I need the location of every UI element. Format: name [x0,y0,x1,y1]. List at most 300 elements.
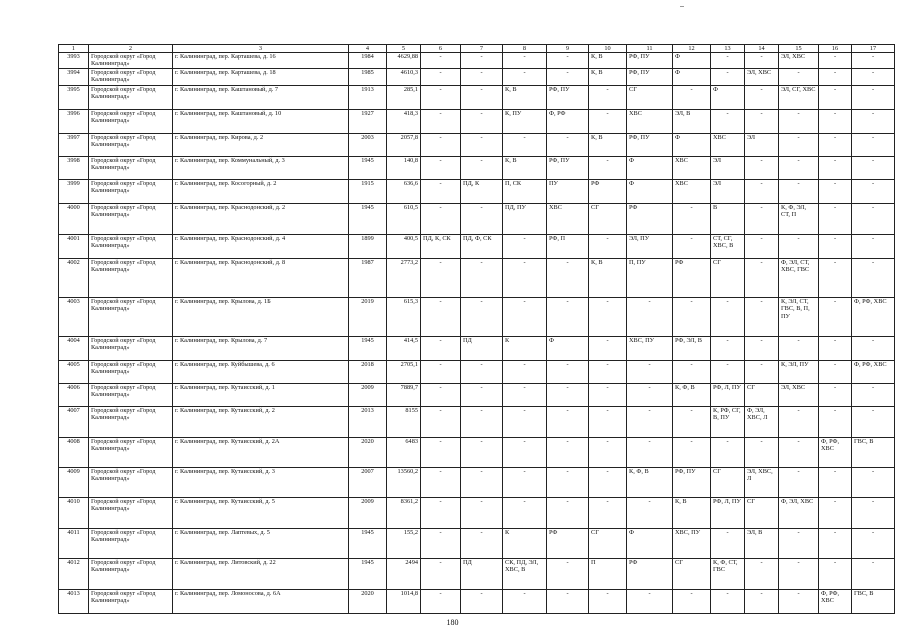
col-12-cell: - [673,590,711,614]
table-row [59,259,895,298]
col-11-cell: - [627,407,673,438]
col-7-cell: - [461,361,503,384]
col-11-cell: РФ, ПУ [627,53,673,69]
col-7-cell: - [461,134,503,157]
col-12-cell: - [673,407,711,438]
col-17-cell: - [852,529,895,559]
address-cell: г. Калининград, пер. Крылова, д. 7 [173,337,349,361]
col-17-cell: - [852,134,895,157]
col-11-cell: ЭЛ, ПУ [627,235,673,259]
col-9-cell: - [547,407,589,438]
municipality-cell: Городской округ «Город Калининград» [89,529,173,559]
address-cell: г. Калининград, пер. Кутаисский, д. 5 [173,498,349,529]
row-number-cell: 4006 [59,384,89,407]
area-cell: 2705,1 [387,361,421,384]
table-body [59,53,895,614]
col-17-cell: Ф, РФ, ХВС [852,298,895,337]
col-16-cell: - [819,298,852,337]
col-13-cell: ЭЛ [711,180,745,204]
col-13-cell: - [711,337,745,361]
column-number-header: 9 [547,45,589,53]
table-row [59,468,895,498]
col-6-cell: - [421,337,461,361]
municipality-cell: Городской округ «Город Калининград» [89,69,173,86]
address-cell: г. Калининград, пер. Куйбышева, д. 6 [173,361,349,384]
col-17-cell: - [852,498,895,529]
col-8-cell: - [503,438,547,468]
col-14-cell: - [745,590,779,614]
col-10-cell: К, В [589,69,627,86]
col-11-cell: Ф [627,180,673,204]
col-8-cell: - [503,134,547,157]
table-row [59,180,895,204]
col-17-cell: - [852,157,895,180]
col-15-cell: - [779,69,819,86]
year-built-cell: 1985 [349,69,387,86]
col-13-cell: - [711,69,745,86]
col-13-cell: - [711,590,745,614]
address-cell: г. Калининград, пер. Кутаисский, д. 2А [173,438,349,468]
col-15-cell: - [779,468,819,498]
column-number-header: 17 [852,45,895,53]
col-9-cell: - [547,498,589,529]
col-12-cell: - [673,438,711,468]
address-cell: г. Калининград, пер. Кутаисский, д. 1 [173,384,349,407]
col-7-cell: - [461,69,503,86]
col-13-cell: СГ [711,259,745,298]
col-16-cell: Ф, РФ, ХВС [819,438,852,468]
page-number: 180 [446,618,459,627]
col-8-cell: К, ПУ [503,110,547,134]
col-12-cell: К, Ф, В [673,384,711,407]
table-row [59,407,895,438]
row-number-cell: 3995 [59,86,89,110]
row-number-cell: 4011 [59,529,89,559]
col-16-cell: - [819,53,852,69]
col-12-cell: ХВС, ПУ [673,529,711,559]
col-6-cell: - [421,361,461,384]
col-9-cell: - [547,361,589,384]
address-cell: г. Калининград, пер. Карташева, д. 16 [173,53,349,69]
col-17-cell: ГВС, В [852,590,895,614]
area-cell: 2494 [387,559,421,590]
col-17-cell: - [852,110,895,134]
table-row [59,134,895,157]
address-cell: г. Калининград, пер. Карташева, д. 18 [173,69,349,86]
col-14-cell: - [745,559,779,590]
address-cell: г. Калининград, пер. Лаптевых, д. 5 [173,529,349,559]
area-cell: 636,6 [387,180,421,204]
col-12-cell: - [673,204,711,235]
col-16-cell: - [819,337,852,361]
col-12-cell: - [673,235,711,259]
municipality-cell: Городской округ «Город Калининград» [89,180,173,204]
table-row [59,590,895,614]
col-8-cell: ПД, ПУ [503,204,547,235]
col-7-cell: - [461,407,503,438]
col-17-cell: - [852,180,895,204]
col-16-cell: - [819,235,852,259]
col-9-cell: РФ, П [547,235,589,259]
area-cell: 2773,2 [387,259,421,298]
row-number-cell: 4013 [59,590,89,614]
col-10-cell: П [589,559,627,590]
col-8-cell: - [503,361,547,384]
col-17-cell: - [852,86,895,110]
col-15-cell: - [779,235,819,259]
col-16-cell: - [819,559,852,590]
scan-mark [680,6,684,7]
col-8-cell: - [503,298,547,337]
col-7-cell: - [461,157,503,180]
address-cell: г. Калининград, пер. Ломоносова, д. 6А [173,590,349,614]
col-16-cell: - [819,180,852,204]
col-12-cell: - [673,298,711,337]
col-6-cell: - [421,110,461,134]
col-12-cell: РФ, ЭЛ, В [673,337,711,361]
col-13-cell: СГ [711,468,745,498]
address-cell: г. Калининград, пер. Кутаисский, д. 2 [173,407,349,438]
col-9-cell: Ф [547,337,589,361]
row-number-cell: 3996 [59,110,89,134]
col-11-cell: - [627,498,673,529]
year-built-cell: 2009 [349,498,387,529]
col-17-cell: - [852,69,895,86]
col-6-cell: - [421,180,461,204]
col-12-cell: СГ [673,559,711,590]
column-number-header: 16 [819,45,852,53]
col-8-cell: - [503,590,547,614]
row-number-cell: 4005 [59,361,89,384]
col-6-cell: - [421,407,461,438]
col-15-cell: ЭЛ, СГ, ХВС [779,86,819,110]
row-number-cell: 4012 [59,559,89,590]
col-10-cell: РФ [589,180,627,204]
table-row [59,498,895,529]
address-cell: г. Калининград, пер. Литовский, д. 22 [173,559,349,590]
address-cell: г. Калининград, пер. Косогорный, д. 2 [173,180,349,204]
address-cell: г. Калининград, пер. Кутаисский, д. 3 [173,468,349,498]
col-10-cell: - [589,298,627,337]
row-number-cell: 4003 [59,298,89,337]
municipality-cell: Городской округ «Город Калининград» [89,53,173,69]
col-12-cell: - [673,86,711,110]
column-number-header: 3 [173,45,349,53]
housing-register-table [58,44,895,614]
address-cell: г. Калининград, пер. Кирова, д. 2 [173,134,349,157]
municipality-cell: Городской округ «Город Калининград» [89,590,173,614]
col-7-cell: ПД, К [461,180,503,204]
col-16-cell: - [819,384,852,407]
col-14-cell: СГ [745,498,779,529]
year-built-cell: 2009 [349,384,387,407]
table-row [59,157,895,180]
col-7-cell: ПД [461,337,503,361]
municipality-cell: Городской округ «Город Калининград» [89,468,173,498]
year-built-cell: 1945 [349,559,387,590]
col-12-cell: Ф [673,134,711,157]
area-cell: 140,8 [387,157,421,180]
col-10-cell: - [589,235,627,259]
col-16-cell: - [819,110,852,134]
col-11-cell: - [627,298,673,337]
col-11-cell: Ф [627,529,673,559]
column-number-row [59,45,895,53]
column-number-header: 5 [387,45,421,53]
col-10-cell: К, В [589,259,627,298]
address-cell: г. Калининград, пер. Крылова, д. 1Б [173,298,349,337]
table-row [59,204,895,235]
row-number-cell: 4001 [59,235,89,259]
col-7-cell: - [461,204,503,235]
col-8-cell: - [503,468,547,498]
col-7-cell: - [461,53,503,69]
col-13-cell: - [711,110,745,134]
municipality-cell: Городской округ «Город Калининград» [89,559,173,590]
area-cell: 285,1 [387,86,421,110]
col-8-cell: П, СК [503,180,547,204]
col-9-cell: - [547,559,589,590]
col-10-cell: - [589,86,627,110]
address-cell: г. Калининград, пер. Каштановый, д. 10 [173,110,349,134]
col-8-cell: СК, ПД, ЭЛ, ХВС, В [503,559,547,590]
col-15-cell: ЭЛ, ХВС [779,53,819,69]
year-built-cell: 2019 [349,298,387,337]
col-9-cell: - [547,438,589,468]
col-11-cell: РФ [627,204,673,235]
col-10-cell: - [589,157,627,180]
col-6-cell: - [421,157,461,180]
col-16-cell: - [819,134,852,157]
col-7-cell: - [461,259,503,298]
col-17-cell: - [852,53,895,69]
col-11-cell: РФ, ПУ [627,134,673,157]
col-15-cell: К, ЭЛ, ПУ [779,361,819,384]
col-7-cell: - [461,468,503,498]
col-17-cell: - [852,468,895,498]
col-14-cell: - [745,180,779,204]
col-6-cell: - [421,468,461,498]
col-13-cell: ЭЛ [711,157,745,180]
col-11-cell: РФ, ПУ [627,69,673,86]
col-13-cell: К, РФ, СГ, В, ПУ [711,407,745,438]
col-16-cell: - [819,259,852,298]
col-6-cell: - [421,204,461,235]
col-9-cell: - [547,384,589,407]
col-9-cell: ПУ [547,180,589,204]
col-9-cell: РФ, ПУ [547,86,589,110]
col-14-cell: Ф, ЭЛ, ХВС, Л [745,407,779,438]
municipality-cell: Городской округ «Город Калининград» [89,110,173,134]
col-6-cell: - [421,53,461,69]
col-8-cell: - [503,384,547,407]
col-16-cell: Ф, РФ, ХВС [819,590,852,614]
area-cell: 8155 [387,407,421,438]
col-14-cell: - [745,259,779,298]
column-number-header: 7 [461,45,503,53]
area-cell: 155,2 [387,529,421,559]
column-number-header: 11 [627,45,673,53]
col-8-cell: - [503,259,547,298]
col-12-cell: РФ, ПУ [673,468,711,498]
year-built-cell: 1984 [349,53,387,69]
area-cell: 7889,7 [387,384,421,407]
col-17-cell: ГВС, В [852,438,895,468]
col-17-cell: - [852,204,895,235]
municipality-cell: Городской округ «Город Калининград» [89,498,173,529]
year-built-cell: 2020 [349,590,387,614]
year-built-cell: 1945 [349,204,387,235]
col-6-cell: ПД, К, СК [421,235,461,259]
table-row [59,559,895,590]
col-10-cell: - [589,438,627,468]
col-10-cell: К, В [589,134,627,157]
col-8-cell: К [503,529,547,559]
col-15-cell: - [779,559,819,590]
col-12-cell: ХВС [673,157,711,180]
year-built-cell: 1945 [349,337,387,361]
year-built-cell: 1899 [349,235,387,259]
col-14-cell: - [745,438,779,468]
col-9-cell: РФ, ПУ [547,157,589,180]
address-cell: г. Калининград, пер. Краснодонский, д. 8 [173,259,349,298]
col-16-cell: - [819,498,852,529]
col-13-cell: Ф [711,86,745,110]
column-number-header: 13 [711,45,745,53]
col-6-cell: - [421,86,461,110]
col-8-cell: - [503,69,547,86]
col-11-cell: РФ [627,559,673,590]
col-13-cell: РФ, Л, ПУ [711,384,745,407]
area-cell: 13560,2 [387,468,421,498]
municipality-cell: Городской округ «Город Калининград» [89,134,173,157]
col-16-cell: - [819,529,852,559]
col-16-cell: - [819,86,852,110]
col-15-cell: - [779,110,819,134]
col-6-cell: - [421,259,461,298]
col-14-cell: СГ [745,384,779,407]
year-built-cell: 2003 [349,134,387,157]
col-17-cell: - [852,259,895,298]
table-row [59,53,895,69]
year-built-cell: 1945 [349,157,387,180]
column-number-header: 2 [89,45,173,53]
municipality-cell: Городской округ «Город Калининград» [89,259,173,298]
col-10-cell: - [589,468,627,498]
address-cell: г. Калининград, пер. Коммунальный, д. 3 [173,157,349,180]
col-12-cell: К, В [673,498,711,529]
col-9-cell: Ф, РФ [547,110,589,134]
col-10-cell: - [589,110,627,134]
col-15-cell: Ф, ЭЛ, ХВС [779,498,819,529]
row-number-cell: 4004 [59,337,89,361]
col-9-cell: - [547,298,589,337]
col-9-cell: - [547,468,589,498]
col-14-cell: - [745,235,779,259]
col-11-cell: - [627,384,673,407]
col-12-cell: Ф [673,69,711,86]
col-9-cell: - [547,53,589,69]
col-8-cell: - [503,235,547,259]
col-6-cell: - [421,559,461,590]
col-13-cell: В [711,204,745,235]
column-number-header: 10 [589,45,627,53]
table-row [59,384,895,407]
col-14-cell: ЭЛ [745,134,779,157]
col-8-cell: К [503,337,547,361]
col-7-cell: - [461,590,503,614]
col-13-cell: РФ, Л, ПУ [711,498,745,529]
col-17-cell: - [852,337,895,361]
row-number-cell: 4007 [59,407,89,438]
col-14-cell: - [745,157,779,180]
municipality-cell: Городской округ «Город Калининград» [89,204,173,235]
municipality-cell: Городской округ «Город Калининград» [89,361,173,384]
col-15-cell: - [779,157,819,180]
col-7-cell: - [461,110,503,134]
address-cell: г. Калининград, пер. Каштановый, д. 7 [173,86,349,110]
table-row [59,110,895,134]
year-built-cell: 2018 [349,361,387,384]
col-8-cell: - [503,53,547,69]
area-cell: 6483 [387,438,421,468]
col-16-cell: - [819,157,852,180]
col-10-cell: - [589,384,627,407]
col-9-cell: ХВС [547,204,589,235]
row-number-cell: 4002 [59,259,89,298]
table-row [59,337,895,361]
col-13-cell: СТ, СГ, ХВС, В [711,235,745,259]
col-11-cell: СГ [627,86,673,110]
column-number-header: 1 [59,45,89,53]
column-number-header: 4 [349,45,387,53]
col-14-cell: - [745,337,779,361]
col-13-cell: - [711,53,745,69]
col-7-cell: - [461,438,503,468]
col-15-cell: - [779,180,819,204]
year-built-cell: 1915 [349,180,387,204]
address-cell: г. Калининград, пер. Краснодонский, д. 2 [173,204,349,235]
year-built-cell: 1927 [349,110,387,134]
table-row [59,438,895,468]
table-row [59,235,895,259]
row-number-cell: 3998 [59,157,89,180]
area-cell: 4629,88 [387,53,421,69]
col-14-cell: - [745,298,779,337]
year-built-cell: 1987 [349,259,387,298]
col-10-cell: - [589,361,627,384]
municipality-cell: Городской округ «Город Калининград» [89,384,173,407]
area-cell: 4610,3 [387,69,421,86]
row-number-cell: 3993 [59,53,89,69]
col-9-cell: РФ [547,529,589,559]
col-11-cell: П, ПУ [627,259,673,298]
col-13-cell: - [711,298,745,337]
row-number-cell: 4010 [59,498,89,529]
col-11-cell: - [627,438,673,468]
col-16-cell: - [819,204,852,235]
row-number-cell: 3999 [59,180,89,204]
area-cell: 418,3 [387,110,421,134]
table-row [59,86,895,110]
col-10-cell: СГ [589,529,627,559]
col-17-cell: - [852,407,895,438]
col-6-cell: - [421,384,461,407]
col-10-cell: К, В [589,53,627,69]
col-17-cell: - [852,235,895,259]
col-12-cell: - [673,361,711,384]
col-14-cell: - [745,53,779,69]
